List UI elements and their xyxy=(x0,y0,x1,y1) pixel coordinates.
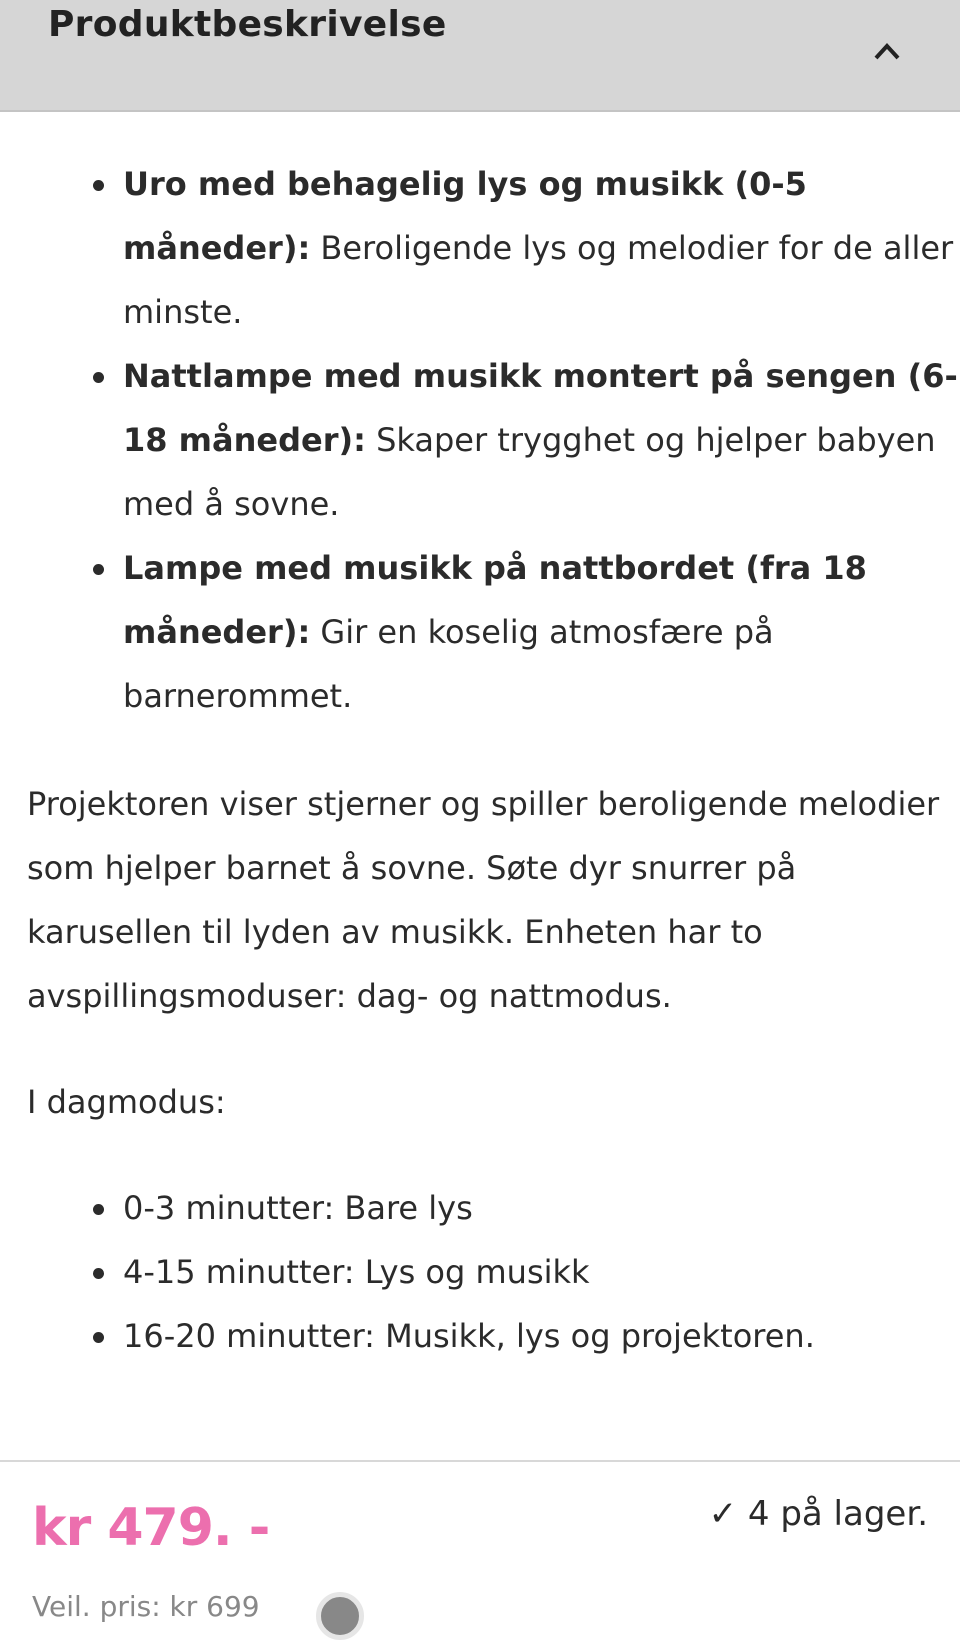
list-item xyxy=(123,152,960,344)
list-item: 16-20 minutter: Musikk, lys og projektoren. xyxy=(123,1304,960,1368)
day-mode-list xyxy=(0,1176,960,1368)
list-item: 4-15 minutter: Lys og musikk xyxy=(123,1240,960,1304)
price: kr 479. - xyxy=(32,1498,270,1558)
list-item xyxy=(123,344,960,536)
feature-text: Skaper trygghet og hjelper babyen med å sovne. xyxy=(123,421,936,523)
info-icon[interactable] xyxy=(316,1592,364,1640)
feature-title: Nattlampe med musikk montert på sengen (6-18 måneder): xyxy=(123,357,958,459)
stock-status: ✓ 4 på lager. xyxy=(708,1494,928,1534)
recommended-price: Veil. pris: kr 699 xyxy=(32,1590,260,1623)
feature-list xyxy=(0,152,960,728)
list-item xyxy=(123,536,960,728)
list-item: 0-3 minutter: Bare lys xyxy=(123,1176,960,1240)
description-accordion-header[interactable] xyxy=(0,0,960,112)
product-description xyxy=(0,152,960,1368)
feature-text: Beroligende lys og melodier for de aller minste. xyxy=(123,229,954,331)
chevron-up-icon[interactable] xyxy=(874,38,900,64)
section-title: Produktbeskrivelse xyxy=(48,4,447,45)
divider xyxy=(0,1460,960,1462)
feature-title: Lampe med musikk på nattbordet (fra 18 måneder): xyxy=(123,549,867,651)
description-paragraph: Projektoren viser stjerner og spiller beroligende melodier som hjelper barnet å sovne. Søte dyr snurrer på karusellen til lyden av musikk. Enheten har to avspillingsmoduser: dag- og nattmodus. xyxy=(27,785,940,1015)
feature-text: Gir en koselig atmosfære på barnerommet. xyxy=(123,613,774,715)
day-mode-label: I dagmodus: xyxy=(27,1083,226,1121)
feature-title: Uro med behagelig lys og musikk (0-5 måneder): xyxy=(123,165,807,267)
